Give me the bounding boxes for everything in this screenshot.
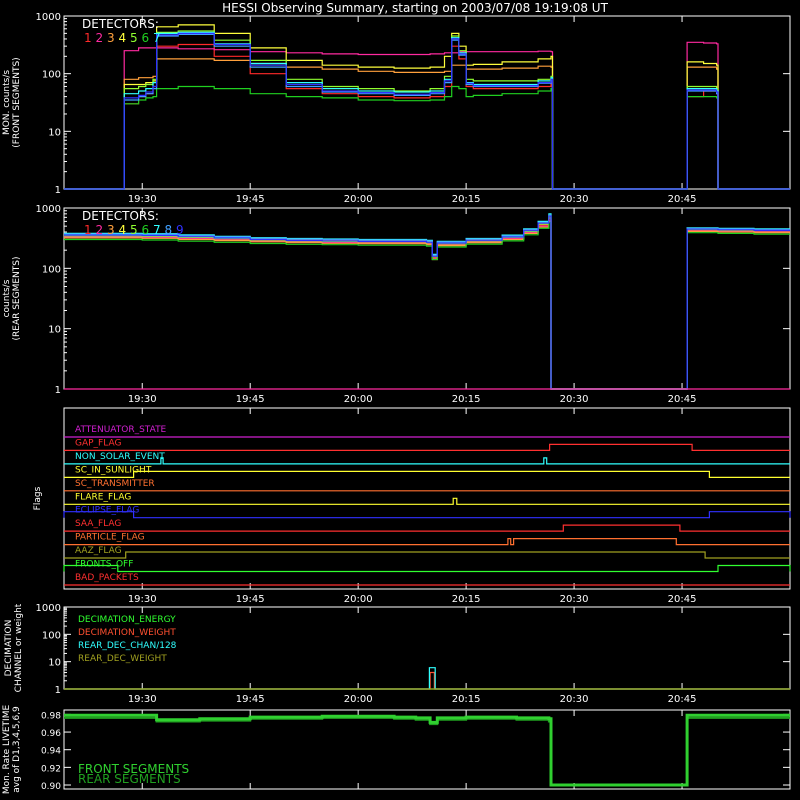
flag-label-bad_packets: BAD_PACKETS xyxy=(75,572,139,583)
flags-ylabel: Flags xyxy=(33,486,43,511)
rear-ytick-label: 1 xyxy=(54,385,61,396)
decimation-ytick-label: 1 xyxy=(54,685,61,696)
rear-ytick-label: 100 xyxy=(41,264,61,276)
front-legend-det-1: 1 xyxy=(84,31,92,45)
decimation-xtick-label: 20:30 xyxy=(559,694,589,705)
rear-xtick-label: 20:30 xyxy=(559,394,589,405)
front-ytick-label: 100 xyxy=(41,69,61,81)
rear-legend-det-7: 7 xyxy=(153,223,161,237)
rear-xtick-label: 20:15 xyxy=(451,394,481,405)
decimation-ytick-label: 10 xyxy=(48,657,61,669)
livetime-ylabel: avg of D1,3,4,5,6,9 xyxy=(12,706,22,793)
flag-label-sc_in_sunlight: SC_IN_SUNLIGHT xyxy=(75,465,152,476)
decimation-xtick-label: 19:45 xyxy=(235,694,265,705)
flag-label-attenuator_state: ATTENUATOR_STATE xyxy=(75,425,167,435)
rear-ytick-label: 10 xyxy=(48,324,61,336)
flag-label-non_solar_event: NON_SOLAR_EVENT xyxy=(75,451,165,462)
decimation-xtick-label: 19:30 xyxy=(127,694,157,705)
flag-label-sc_transmitter: SC_TRANSMITTER xyxy=(75,478,155,489)
decimation-ytick-label: 1000 xyxy=(35,603,61,614)
rear-legend-det-5: 5 xyxy=(130,223,138,237)
rear-ylabel: counts/s xyxy=(2,279,12,318)
livetime-ytick-label: 0.92 xyxy=(40,764,61,775)
rear-ylabel: (REAR SEGMENTS) xyxy=(12,256,22,341)
rear-xtick-label: 19:30 xyxy=(127,394,157,405)
flag-label-flare_flag: FLARE_FLAG xyxy=(75,492,132,503)
front-ytick-label: 10 xyxy=(48,127,61,139)
decimation-legend-2: REAR_DEC_CHAN/128 xyxy=(78,641,177,651)
decimation-ylabel: DECIMATION xyxy=(4,619,14,677)
front-ylabel: MON. counts/s xyxy=(2,69,12,136)
decimation-legend-1: DECIMATION_WEIGHT xyxy=(78,628,176,638)
front-xtick-label: 19:30 xyxy=(127,194,157,205)
flag-label-particle_flag: PARTICLE_FLAG xyxy=(75,532,145,543)
livetime-ytick-label: 0.98 xyxy=(40,711,61,722)
rear-legend-det-6: 6 xyxy=(141,223,150,237)
rear-legend-det-8: 8 xyxy=(164,223,173,237)
livetime-ytick-label: 0.94 xyxy=(40,746,61,757)
rear-legend-title: DETECTORS: xyxy=(82,209,159,223)
rear-xtick-label: 20:00 xyxy=(343,394,373,405)
flags-xtick-label: 20:15 xyxy=(451,594,481,605)
front-xtick-label: 20:45 xyxy=(667,194,697,205)
front-legend-det-2: 2 xyxy=(95,31,104,45)
front-xtick-label: 20:15 xyxy=(451,194,481,205)
front-legend-det-4: 4 xyxy=(118,31,127,45)
decimation-ylabel: CHANNEL or weight xyxy=(14,603,24,693)
flag-label-fronts_off: FRONTS_OFF xyxy=(75,559,134,570)
livetime-ytick-label: 0.90 xyxy=(40,782,61,792)
rear-ytick-label: 1000 xyxy=(35,204,61,215)
flags-xtick-label: 20:30 xyxy=(559,594,589,605)
rear-xtick-label: 20:45 xyxy=(667,394,697,405)
front-ylabel: (FRONT SEGMENTS) xyxy=(12,57,22,148)
decimation-xtick-label: 20:15 xyxy=(451,694,481,705)
front-legend-det-3: 3 xyxy=(107,31,115,45)
livetime-ytick-label: 0.96 xyxy=(40,729,61,740)
flag-label-gap_flag: GAP_FLAG xyxy=(75,438,122,449)
flag-label-aaz_flag: AAZ_FLAG xyxy=(75,546,122,557)
front-ytick-label: 1000 xyxy=(35,12,61,23)
decimation-legend-0: DECIMATION_ENERGY xyxy=(78,615,176,625)
flags-xtick-label: 20:45 xyxy=(667,594,697,605)
decimation-legend-3: REAR_DEC_WEIGHT xyxy=(78,654,167,664)
front-legend-det-7: 7 xyxy=(153,31,161,45)
decimation-xtick-label: 20:45 xyxy=(667,694,697,705)
front-xtick-label: 20:30 xyxy=(559,194,589,205)
decimation-ytick-label: 100 xyxy=(41,630,61,642)
chart-title: HESSI Observing Summary, starting on 2003/07/08 19:19:08 UT xyxy=(222,1,608,15)
rear-legend-det-3: 3 xyxy=(107,223,115,237)
flags-xtick-label: 20:00 xyxy=(343,594,373,605)
rear-legend-det-2: 2 xyxy=(95,223,104,237)
flag-label-eclipse_flag: ECLIPSE_FLAG xyxy=(75,505,140,516)
front-xtick-label: 20:00 xyxy=(343,194,373,205)
front-legend-det-6: 6 xyxy=(141,31,150,45)
front-legend-det-5: 5 xyxy=(130,31,138,45)
flags-xtick-label: 19:45 xyxy=(235,594,265,605)
rear-xtick-label: 19:45 xyxy=(235,394,265,405)
livetime-legend-1: REAR SEGMENTS xyxy=(78,772,181,786)
front-legend-title: DETECTORS: xyxy=(82,17,159,31)
rear-legend-det-9: 9 xyxy=(176,223,184,237)
front-xtick-label: 19:45 xyxy=(235,194,265,205)
rear-legend-det-4: 4 xyxy=(118,223,127,237)
rear-legend-det-1: 1 xyxy=(84,223,92,237)
flags-xtick-label: 19:30 xyxy=(127,594,157,605)
front-ytick-label: 1 xyxy=(54,185,61,196)
flag-label-saa_flag: SAA_FLAG xyxy=(75,519,122,530)
decimation-xtick-label: 20:00 xyxy=(343,694,373,705)
livetime-legend-0: FRONT SEGMENTS xyxy=(78,762,190,776)
livetime-ylabel: Mon. Rate LIVETIME xyxy=(2,704,12,795)
